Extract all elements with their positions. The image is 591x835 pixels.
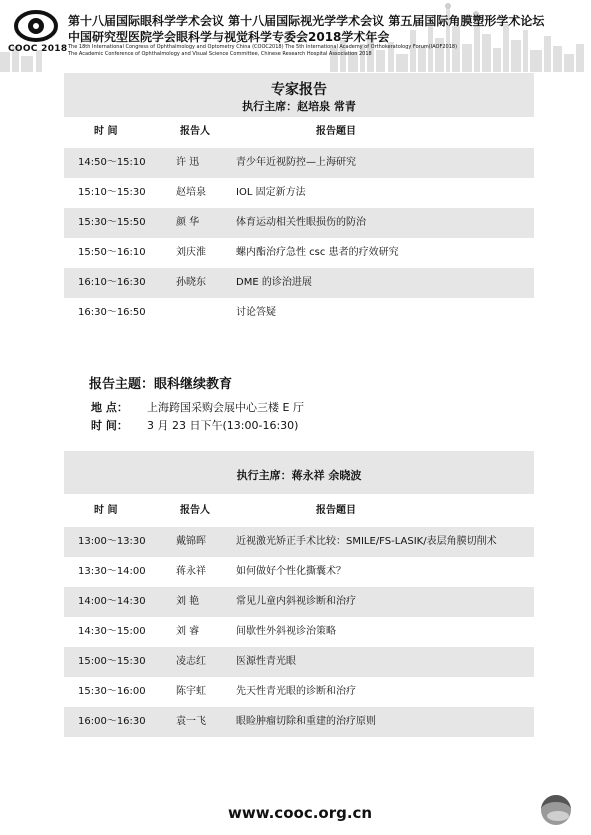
row-speaker: 戴锦晖 [176,536,206,547]
header-line-4: The Academic Conference of Ophthalmology and Visual Science Committee, Chinese Research Hospital Association 2018 [68,51,372,57]
session1-table [64,148,534,328]
row-speaker: 许 迅 [176,157,200,168]
table-row [64,238,534,268]
table-row [64,208,534,238]
session1-table-header [64,118,534,146]
row-speaker: 颜 华 [176,217,200,228]
row-time: 15:10～15:30 [78,187,146,198]
row-topic: 先天性青光眼的诊断和治疗 [236,686,356,697]
header-line-2: 中国研究型医院学会眼科学与视觉科学专委会2018学术年会 [68,30,390,44]
row-topic: 间歇性外斜视诊治策略 [236,626,336,637]
row-topic: 如何做好个性化撕囊术？ [236,566,346,577]
row-topic: IOL 固定新方法 [236,187,306,198]
table-row [64,557,534,587]
column-header-time: 时 间 [94,505,118,516]
time-line [91,417,298,433]
session2-chair: 执行主席：蒋永祥 余晓波 [236,469,362,482]
table-row [64,647,534,677]
session1-title: 专家报告 [271,82,327,98]
row-time: 13:30～14:00 [78,566,146,577]
table-row [64,148,534,178]
table-row [64,268,534,298]
time-value: 3 月 23 日下午(13:00-16:30) [147,419,299,432]
session2-header-panel [64,451,534,494]
header-line-1: 第十八届国际眼科学学术会议 第十八届国际视光学学术会议 第五届国际角膜塑形学术论坛 [68,14,545,28]
row-time: 13:00～13:30 [78,536,146,547]
row-topic: 螺内酯治疗急性 csc 患者的疗效研究 [236,247,399,258]
location-value: 上海跨国采购会展中心三楼 E 厅 [147,401,304,414]
table-row [64,527,534,557]
row-topic: 体育运动相关性眼损伤的防治 [236,217,366,228]
row-speaker: 刘 睿 [176,626,200,637]
row-speaker: 赵培泉 [176,187,206,198]
row-time: 15:50～16:10 [78,247,146,258]
row-time: 14:30～15:00 [78,626,146,637]
row-topic: 眼睑肿瘤切除和重建的治疗原则 [236,716,376,727]
session2-table [64,527,534,737]
row-topic: 常见儿童内斜视诊断和治疗 [236,596,356,607]
time-label: 时 间： [91,419,128,432]
table-row [64,677,534,707]
row-time: 15:30～15:50 [78,217,146,228]
row-time: 14:50～15:10 [78,157,146,168]
row-speaker: 袁一飞 [176,716,206,727]
row-time: 15:30～16:00 [78,686,146,697]
row-speaker: 刘庆淮 [176,247,206,258]
row-topic: 医源性青光眼 [236,656,296,667]
column-header-topic: 报告题目 [316,126,356,137]
row-time: 16:30～16:50 [78,307,146,318]
row-topic: 讨论答疑 [236,307,276,318]
table-row [64,617,534,647]
table-row [64,298,534,328]
row-speaker: 陈宇虹 [176,686,206,697]
row-time: 16:00～16:30 [78,716,146,727]
row-time: 14:00～14:30 [78,596,146,607]
row-topic: DME 的诊治进展 [236,277,312,288]
session1-chair: 执行主席：赵培泉 常青 [242,100,356,113]
location-line [91,399,304,415]
table-row [64,178,534,208]
footer-sphere-logo-icon [536,792,576,828]
section2-title: 报告主题：眼科继续教育 [89,377,233,392]
row-speaker: 蒋永祥 [176,566,206,577]
row-time: 16:10～16:30 [78,277,146,288]
session1-header-panel [64,73,534,117]
row-topic: 近视激光矫正手术比较：SMILE/FS-LASIK/表层角膜切削术 [236,536,497,547]
column-header-speaker: 报告人 [180,126,210,137]
footer-website-link[interactable]: www.cooc.org.cn [228,804,373,822]
row-speaker: 刘 艳 [176,596,200,607]
table-row [64,587,534,617]
column-header-speaker: 报告人 [180,505,210,516]
page-header [0,0,591,72]
column-header-time: 时 间 [94,126,118,137]
row-speaker: 孙晓东 [176,277,206,288]
session2-table-header [64,497,534,525]
location-label: 地 点： [91,401,128,414]
column-header-topic: 报告题目 [316,505,356,516]
row-topic: 青少年近视防控—上海研究 [236,157,356,168]
header-line-3: The 18th International Congress of Ophthalmology and Optometry China (COOC2018) The 5th International Academy of Orthokeratology Forum(IAOF2018) [68,44,458,50]
logo-caption: COOC 2018 [8,44,68,54]
row-time: 15:00～15:30 [78,656,146,667]
row-speaker: 凌志红 [176,656,206,667]
table-row [64,707,534,737]
